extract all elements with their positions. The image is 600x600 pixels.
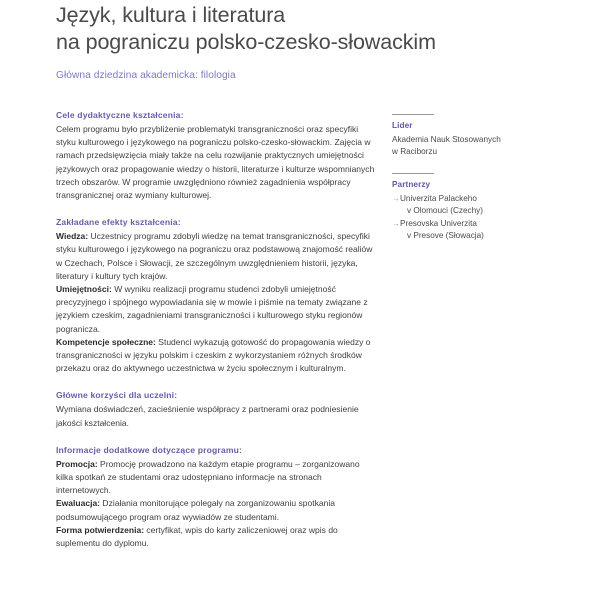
additional-text-forma: certyfikat, wpis do karty zaliczeniowej oraz wpis do suplementu do dyplomu. (56, 524, 338, 549)
section-goals (56, 109, 378, 202)
outcome-item-wiedza (56, 230, 378, 283)
sidebar-leader-line-2: w Raciborzu (392, 147, 438, 157)
additional-label-forma: Forma potwierdzenia: (56, 524, 145, 535)
additional-text-ewaluacja: Działania monitorujące polegały na zorganizowaniu spotkania podsumowującego program oraz wywiadów ze studentami. (56, 498, 336, 522)
additional-item-forma (56, 524, 378, 550)
additional-text-promocja: Promocję prowadzono na każdym etapie programu – zorganizowano kilka spotkań ze studentami oraz udostępniano informacje na stronach internetowych. (56, 458, 360, 496)
page-title (56, 0, 560, 56)
partner-list-item-2 (392, 218, 512, 243)
partner-1-lines (400, 193, 512, 218)
outcome-item-kompetencje (56, 336, 378, 376)
outcome-label-wiedza: Wiedza: (56, 231, 89, 242)
sidebar-leader-heading: Lider (392, 121, 413, 130)
sidebar-column (392, 109, 512, 256)
section-benefits-body: Wymiana doświadczeń, zacieśnienie współpracy z partnerami oraz podniesienie jakości kształcenia. (56, 404, 359, 428)
sidebar-leader-block (392, 114, 512, 159)
section-outcomes-heading: Zakładane efekty kształcenia: (56, 217, 181, 228)
partner-1-line-2: v Olomouci (Czechy) (407, 206, 483, 216)
additional-label-ewaluacja: Ewaluacja: (56, 498, 101, 509)
divider-rule-partners (392, 173, 434, 174)
outcome-item-umiejetnosci (56, 283, 378, 336)
partner-2-lines (400, 218, 512, 243)
sidebar-partners-block (392, 173, 512, 243)
section-benefits-heading: Główne korzyści dla uczelni: (56, 390, 178, 401)
section-outcomes (56, 216, 378, 375)
outcome-text-umiejetnosci: W wyniku realizacji programu studenci zdobyli umiejętność precyzyjnego i spójnego wypowiadania się w mowie i piśmie na tematy związane z językiem czeskim, zagadnieniami transgraniczności i kulturowego styku regionów pogranicza. (56, 284, 368, 334)
outcome-text-kompetencje: Studenci wykazują gotowość do propagowania wiedzy o transgraniczności w języku polskim i czeskim z wykorzystaniem różnych środków przekazu oraz do aktywnego uczestnictwa w życiu społecznym i kulturalnym. (56, 336, 371, 374)
additional-label-promocja: Promocja: (56, 458, 98, 469)
sidebar-leader-line-1: Akademia Nauk Stosowanych (392, 135, 501, 144)
partner-2-line-2: v Presove (Słowacja) (407, 231, 484, 241)
section-benefits (56, 389, 378, 429)
page-subtitle: Główna dziedzina akademicka: filologia (56, 70, 236, 81)
outcome-label-umiejetnosci: Umiejętności: (56, 284, 112, 295)
outcome-text-wiedza: Uczestnicy programu zdobyli wiedzę na temat transgraniczności, specyfiki styku kulturowego i językowego na pograniczu oraz podstawową znajomość realiów w Czechach, Polsce i Słowacji, ze szczególnym uwzględnieniem historii, języka, literatury i kultury tych krajów. (56, 231, 373, 281)
content-columns (0, 109, 600, 550)
main-content-column (56, 109, 378, 550)
sidebar-partners-heading: Partnerzy (392, 179, 431, 189)
page-title-line-2: na pograniczu polsko-czesko-słowackim (56, 30, 436, 54)
section-additional-info (56, 444, 378, 550)
section-additional-info-heading: Informacje dodatkowe dotyczące programu: (56, 444, 243, 455)
divider-rule-leader (392, 114, 434, 115)
partner-list-item-1 (392, 193, 512, 218)
additional-item-ewaluacja (56, 497, 378, 523)
partner-2-line-1: Presovska Univerzita (400, 218, 477, 228)
outcome-label-kompetencje: Kompetencje społeczne: (56, 336, 156, 347)
page-title-line-1: Język, kultura i literatura (56, 3, 286, 27)
additional-item-promocja (56, 458, 378, 498)
document-header (0, 0, 600, 83)
partner-1-line-1: Univerzita Palackeho (400, 193, 477, 203)
arrow-right-icon: → (392, 218, 400, 228)
arrow-right-icon: → (392, 193, 400, 203)
section-goals-heading: Cele dydaktyczne kształcenia: (56, 110, 184, 120)
section-goals-body: Celem programu było przybliżenie problematyki transgraniczności oraz specyfiki styku kulturowego i językowego na pograniczu polsko-czesko-słowackim. Zajęcia w ramach przedsięwzięcia miały także na celu rozwijanie praktycznych umiejętności językowych oraz propagowanie wiedzy o historii, literaturze i kulturze wspomnianych trzech obszarów. W programie uwzględniono również zagadnienia współpracy transgranicznej oraz wymiany kulturowej. (56, 124, 375, 201)
